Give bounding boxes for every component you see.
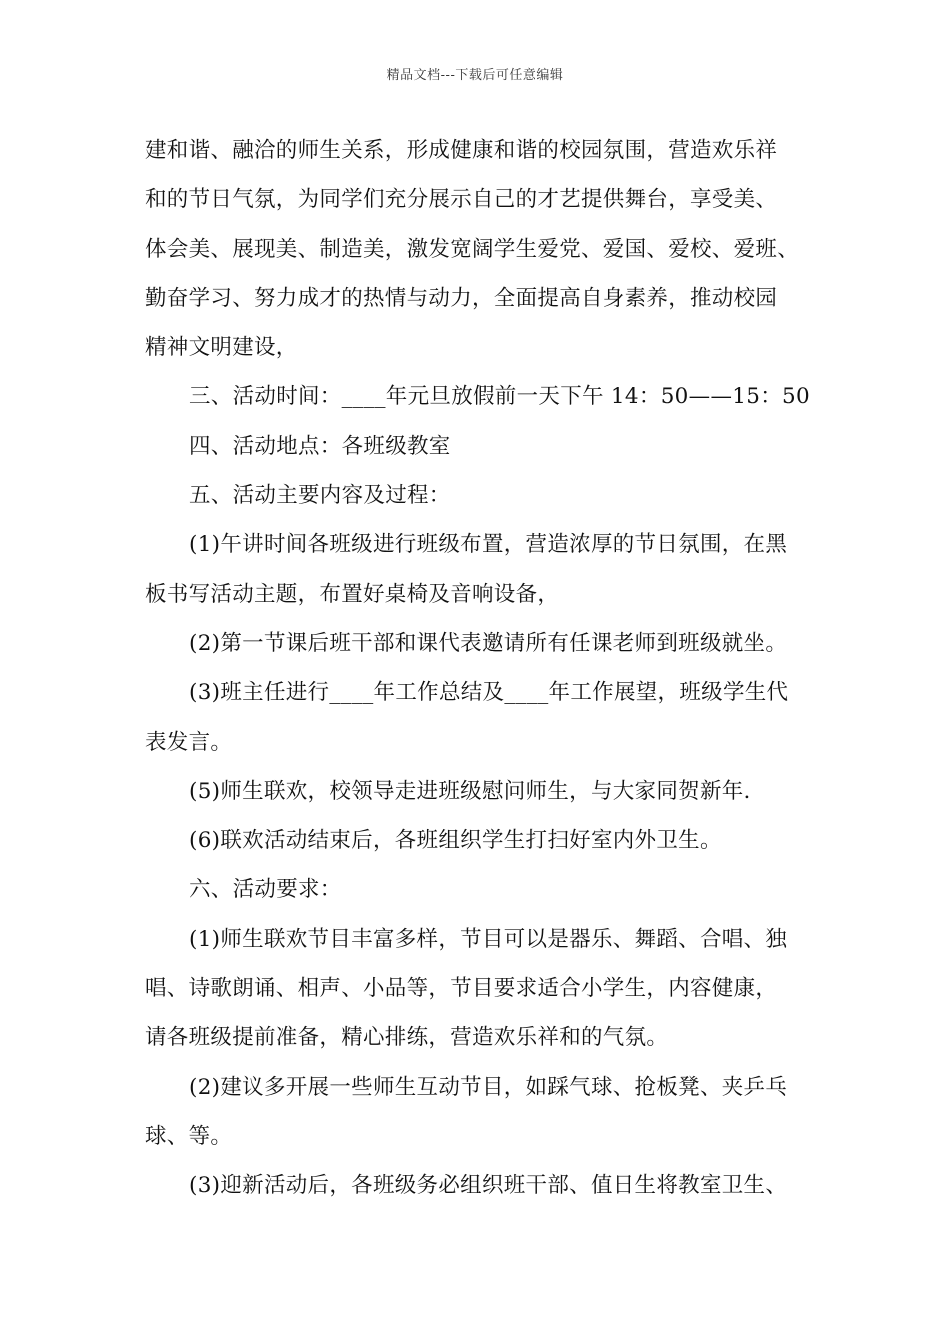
- list-item-line: (1)师生联欢节目丰富多样，节目可以是器乐、舞蹈、合唱、独: [189, 926, 788, 952]
- text-line: 板书写活动主题，布置好桌椅及音响设备，: [145, 581, 560, 607]
- list-item-line: (3)班主任进行____年工作总结及____年工作展望，班级学生代: [189, 680, 789, 706]
- section-heading-time: 三、活动时间：____年元旦放假前一天下午 14：50——15：50: [189, 384, 810, 410]
- list-item-line: (2)建议多开展一些师生互动节目，如踩气球、抢板凳、夹乒乓: [189, 1074, 788, 1100]
- document-body: [145, 126, 835, 1211]
- text-line: 和的节日气氛，为同学们充分展示自己的才艺提供舞台，享受美、: [145, 187, 778, 213]
- text-line: 体会美、展现美、制造美，激发宽阔学生爱党、爱国、爱校、爱班、: [145, 236, 800, 262]
- text-line: 建和谐、融洽的师生关系，形成健康和谐的校园氛围，营造欢乐祥: [145, 138, 778, 163]
- text-line: 精神文明建设，: [145, 335, 298, 361]
- list-item-line: (6)联欢活动结束后，各班组织学生打扫好室内外卫生。: [189, 828, 722, 854]
- text-line: 表发言。: [145, 729, 233, 755]
- text-line: 勤奋学习、努力成才的热情与动力，全面提高自身素养，推动校园: [145, 285, 778, 311]
- text-line: 球、等。: [145, 1123, 233, 1149]
- list-item-line: (3)迎新活动后，各班级务必组织班干部、值日生将教室卫生、: [189, 1173, 788, 1199]
- section-heading-content: 五、活动主要内容及过程：: [189, 483, 451, 509]
- list-item-line: (2)第一节课后班干部和课代表邀请所有任课老师到班级就坐。: [189, 630, 788, 656]
- list-item-line: (5)师生联欢，校领导走进班级慰问师生，与大家同贺新年.: [189, 778, 751, 804]
- page-header: 精品文档---下载后可任意编辑: [386, 68, 564, 83]
- section-heading-requirements: 六、活动要求：: [189, 877, 342, 903]
- section-heading-location: 四、活动地点：各班级教室: [189, 433, 451, 459]
- text-line: 唱、诗歌朗诵、相声、小品等，节目要求适合小学生，内容健康，: [145, 976, 778, 1002]
- list-item-line: (1)午讲时间各班级进行班级布置，营造浓厚的节日氛围，在黑: [189, 532, 788, 558]
- text-line: 请各班级提前准备，精心排练，营造欢乐祥和的气氛。: [145, 1025, 669, 1051]
